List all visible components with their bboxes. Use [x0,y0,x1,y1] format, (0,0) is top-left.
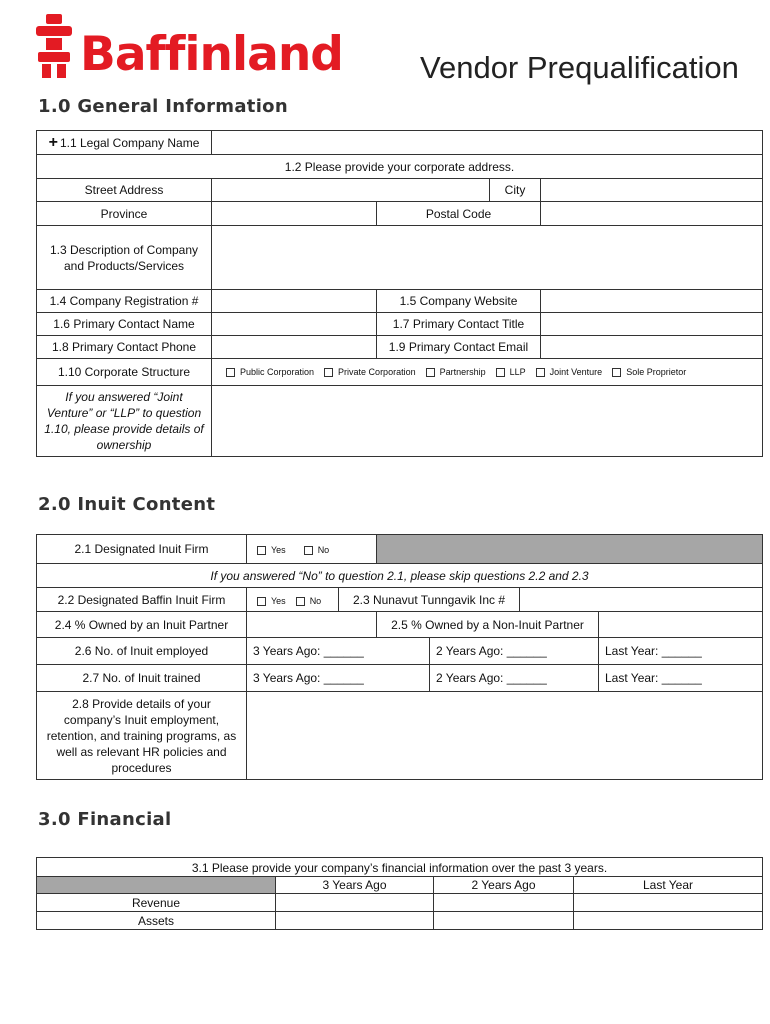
revenue-3years-field[interactable] [275,893,434,912]
assets-3years-field[interactable] [275,911,434,930]
checkbox-icon [226,368,235,377]
ownership-note: If you answered “Joint Venture” or “LLP” to question 1.10, please provide details of ownership [36,385,212,457]
description-field[interactable] [211,225,763,290]
owned-non-inuit-field[interactable] [598,611,763,638]
section-heading-financial: 3.0 Financial [38,809,172,830]
logo-wordmark: Baffinland [80,27,343,82]
checkbox-icon [496,368,505,377]
registration-label: 1.4 Company Registration # [36,289,212,313]
row-label-assets: Assets [36,911,276,930]
province-field[interactable] [211,201,377,226]
postal-field[interactable] [540,201,763,226]
checkbox-icon [257,546,266,555]
row-label-revenue: Revenue [36,893,276,912]
ownership-field[interactable] [211,385,763,457]
street-field[interactable] [211,178,490,202]
contact-email-field[interactable] [540,335,763,359]
section-heading-general: 1.0 General Information [38,96,288,117]
revenue-last-year-field[interactable] [573,893,763,912]
checkbox-icon [536,368,545,377]
financial-prompt: 3.1 Please provide your company’s financial information over the past 3 years. [36,857,763,877]
checkbox-private-corporation[interactable]: Private Corporation [324,364,416,380]
checkbox-icon [612,368,621,377]
description-label: 1.3 Description of Company and Products/Services [36,225,212,290]
website-field[interactable] [540,289,763,313]
employed-label: 2.6 No. of Inuit employed [36,637,247,665]
street-label: Street Address [36,178,212,202]
checkbox-yes[interactable]: Yes [257,542,286,558]
assets-last-year-field[interactable] [573,911,763,930]
checkbox-yes[interactable]: Yes [257,593,286,609]
details-label: 2.8 Provide details of your company’s Inuit employment, retention, and training programs, as well as relevant HR policies and procedures [36,691,247,780]
website-label: 1.5 Company Website [376,289,541,313]
checkbox-joint-venture[interactable]: Joint Venture [536,364,603,380]
city-field[interactable] [540,178,763,202]
province-label: Province [36,201,212,226]
owned-inuit-label: 2.4 % Owned by an Inuit Partner [36,611,247,638]
checkbox-public-corporation[interactable]: Public Corporation [226,364,314,380]
contact-name-label: 1.6 Primary Contact Name [36,312,212,336]
structure-options [211,358,763,386]
trained-3years[interactable]: 3 Years Ago: ______ [246,664,430,692]
section-heading-inuit: 2.0 Inuit Content [38,494,216,515]
contact-email-label: 1.9 Primary Contact Email [376,335,541,359]
contact-title-field[interactable] [540,312,763,336]
employed-3years[interactable]: 3 Years Ago: ______ [246,637,430,665]
contact-phone-label: 1.8 Primary Contact Phone [36,335,212,359]
trained-2years[interactable]: 2 Years Ago: ______ [429,664,599,692]
baffin-firm-options [246,587,339,612]
column-header-last-year: Last Year [573,876,763,894]
owned-non-inuit-label: 2.5 % Owned by a Non-Inuit Partner [376,611,599,638]
contact-title-label: 1.7 Primary Contact Title [376,312,541,336]
legal-name-label: + 1.1 Legal Company Name [36,130,212,155]
grey-fill-cell [36,876,276,894]
checkbox-icon [324,368,333,377]
postal-label: Postal Code [376,201,541,226]
plus-icon: + [48,133,58,151]
checkbox-no[interactable]: No [304,542,330,558]
employed-2years[interactable]: 2 Years Ago: ______ [429,637,599,665]
assets-2years-field[interactable] [433,911,574,930]
revenue-2years-field[interactable] [433,893,574,912]
contact-name-field[interactable] [211,312,377,336]
trained-last-year[interactable]: Last Year: ______ [598,664,763,692]
details-field[interactable] [246,691,763,780]
column-header-2years: 2 Years Ago [433,876,574,894]
nti-label: 2.3 Nunavut Tunngavik Inc # [338,587,520,612]
checkbox-icon [296,597,305,606]
structure-label: 1.10 Corporate Structure [36,358,212,386]
employed-last-year[interactable]: Last Year: ______ [598,637,763,665]
skip-note: If you answered “No” to question 2.1, please skip questions 2.2 and 2.3 [36,563,763,588]
inukshuk-icon [36,14,72,78]
checkbox-partnership[interactable]: Partnership [426,364,486,380]
document-title: Vendor Prequalification [420,50,739,85]
column-header-3years: 3 Years Ago [275,876,434,894]
contact-phone-field[interactable] [211,335,377,359]
checkbox-icon [426,368,435,377]
trained-label: 2.7 No. of Inuit trained [36,664,247,692]
nti-field[interactable] [519,587,763,612]
address-prompt: 1.2 Please provide your corporate address. [36,154,763,179]
owned-inuit-field[interactable] [246,611,377,638]
checkbox-icon [257,597,266,606]
checkbox-no[interactable]: No [296,593,322,609]
registration-field[interactable] [211,289,377,313]
checkbox-llp[interactable]: LLP [496,364,526,380]
checkbox-icon [304,546,313,555]
designated-options [246,534,377,564]
designated-label: 2.1 Designated Inuit Firm [36,534,247,564]
grey-fill-cell [376,534,763,564]
baffin-firm-label: 2.2 Designated Baffin Inuit Firm [36,587,247,612]
city-label: City [489,178,541,202]
legal-name-field[interactable] [211,130,763,155]
checkbox-sole-proprietor[interactable]: Sole Proprietor [612,364,686,380]
